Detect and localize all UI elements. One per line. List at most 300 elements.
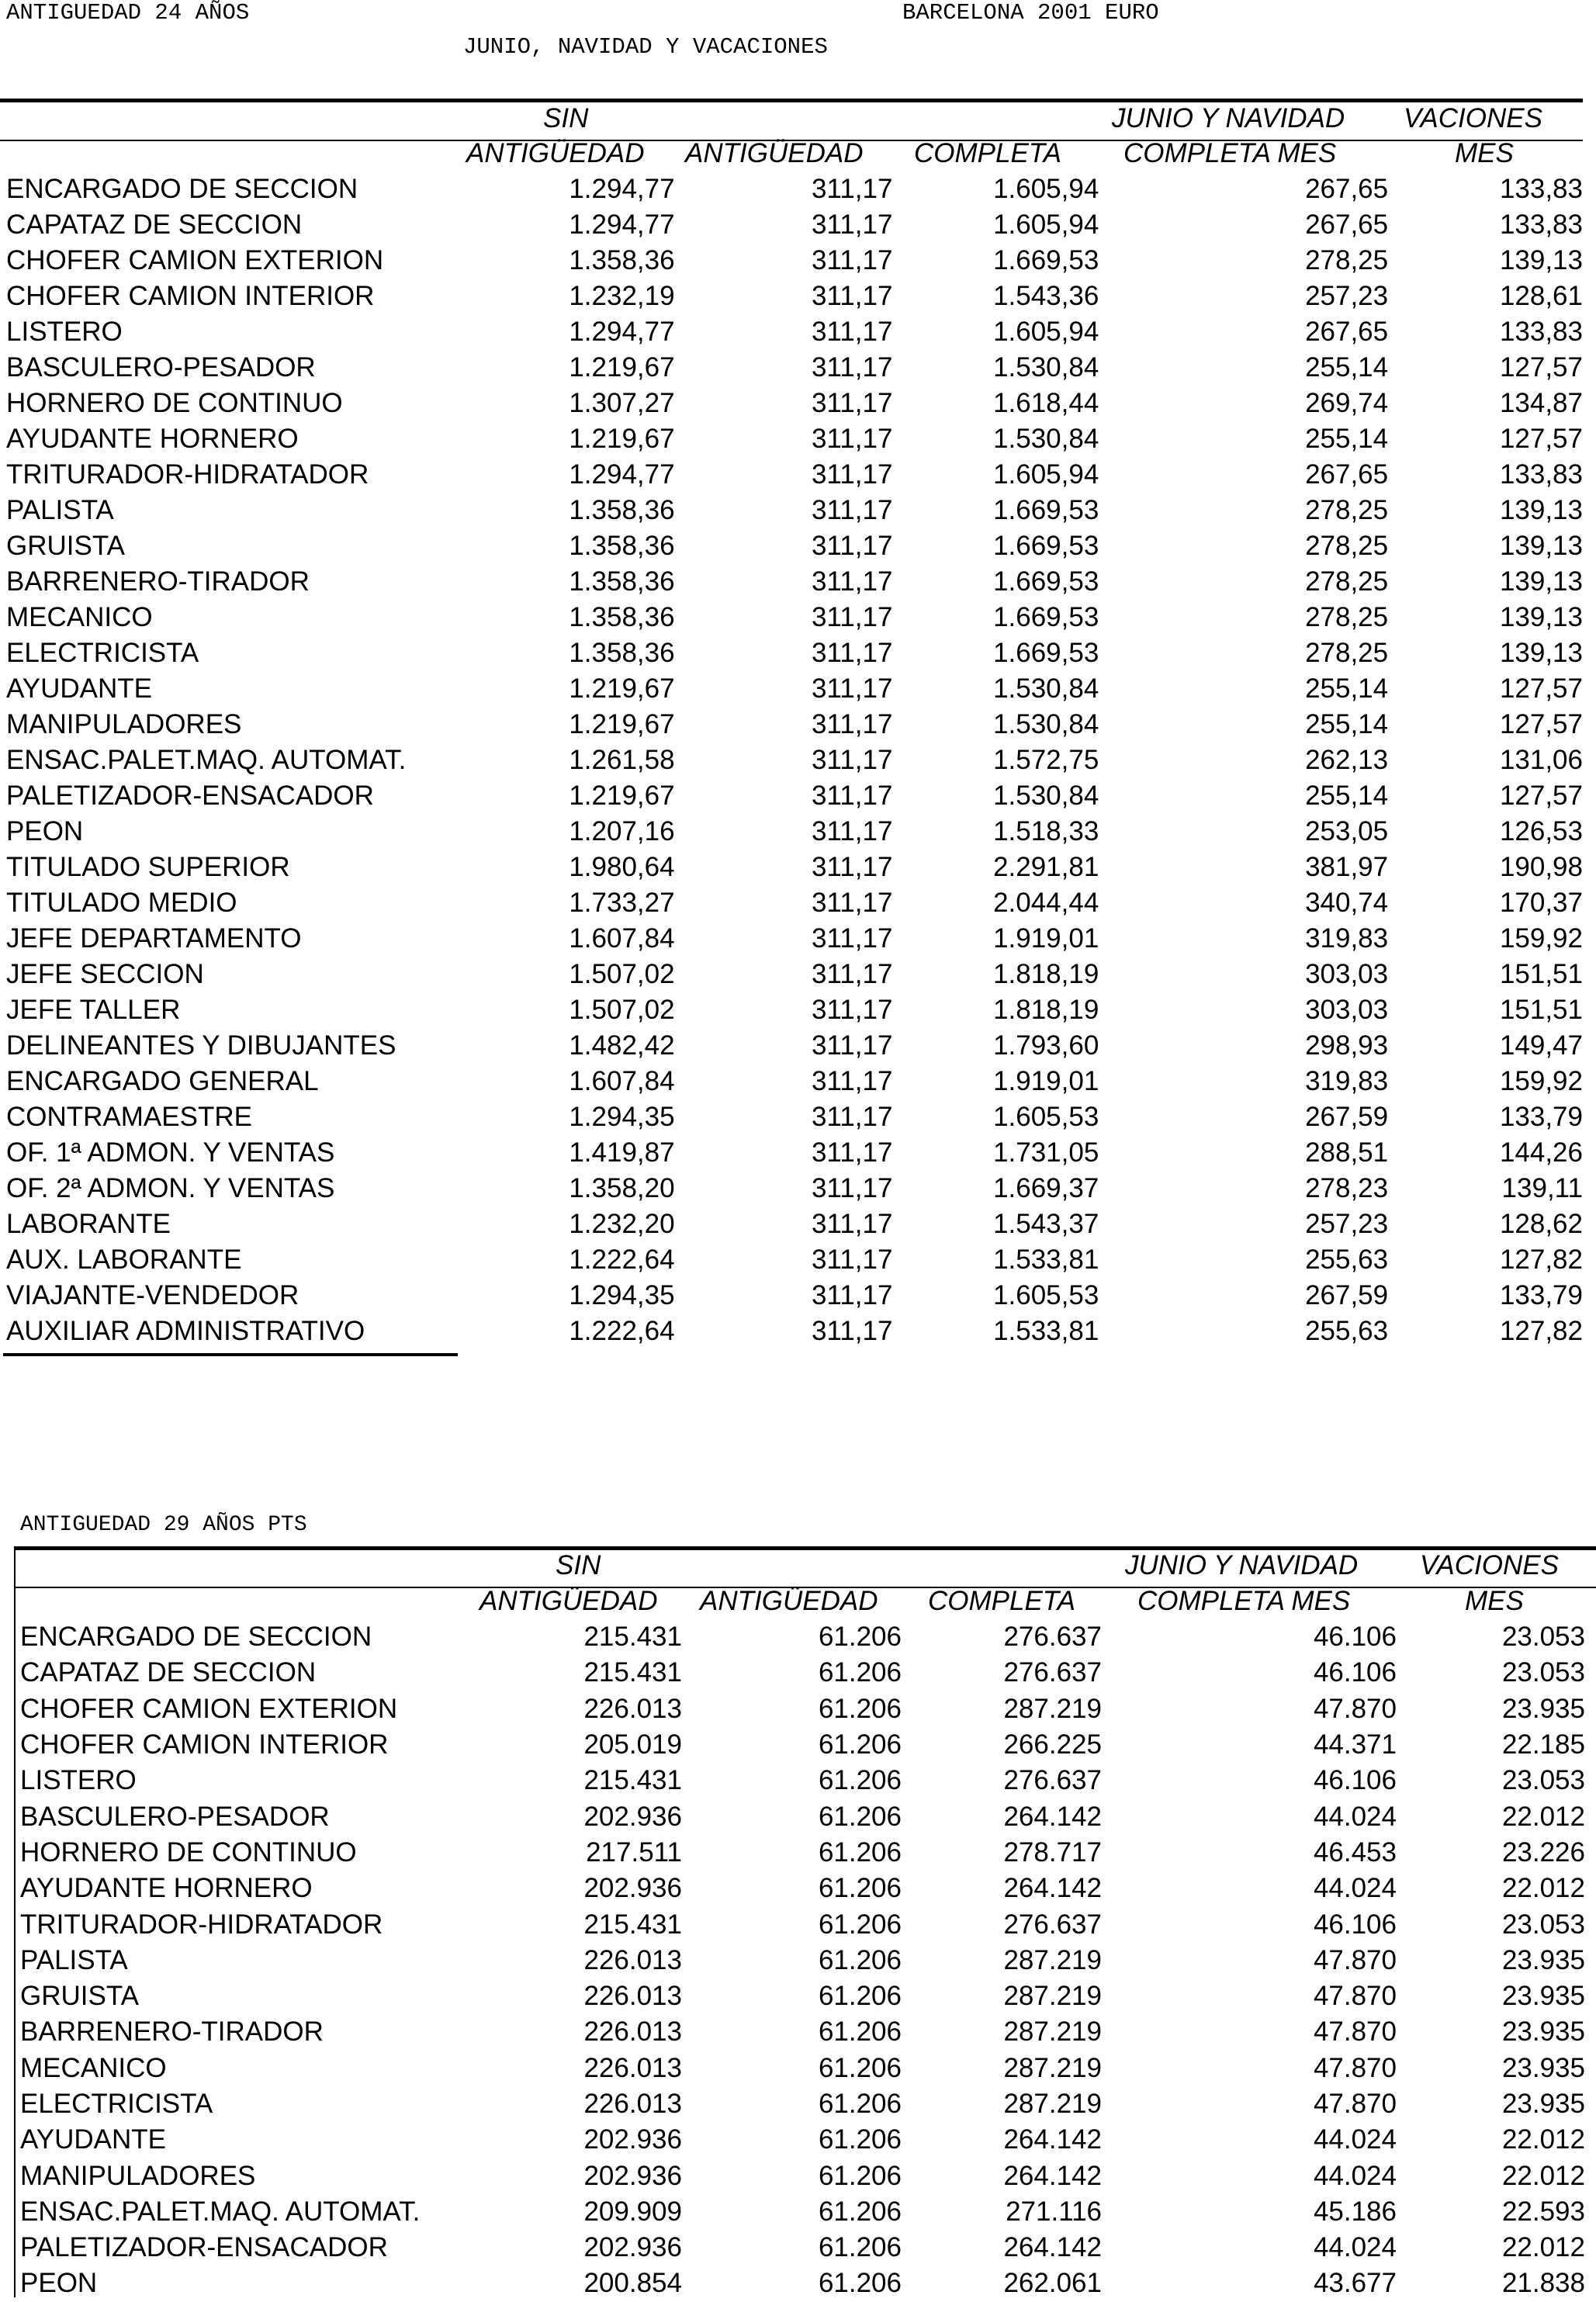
cell-vacaciones-mes: 22.012	[1501, 1801, 1585, 1832]
cell-completa: 1.518,33	[993, 816, 1099, 846]
cell-antiguedad: 311,17	[811, 1030, 893, 1061]
cell-completa: 264.142	[1003, 1801, 1102, 1832]
cell-vacaciones-mes: 23.935	[1501, 1944, 1585, 1975]
s1-head-completa: COMPLETA	[914, 138, 1061, 168]
cell-vacaciones-mes: 127,57	[1499, 424, 1583, 454]
cell-sin-antiguedad: 1.222,64	[569, 1244, 675, 1275]
cell-completa: 1.669,53	[993, 531, 1099, 561]
cell-vacaciones-mes: 127,57	[1499, 709, 1583, 739]
section1-underline	[3, 1353, 458, 1356]
cell-completa: 276.637	[1003, 1622, 1102, 1653]
s2-head-vaciones: VACIONES	[1420, 1550, 1559, 1580]
cell-antiguedad: 61.206	[818, 1873, 902, 1904]
cell-antiguedad: 311,17	[811, 1244, 893, 1275]
cell-vacaciones-mes: 133,79	[1499, 1102, 1583, 1132]
section1-header-right: BARCELONA 2001 EURO	[902, 0, 1159, 26]
table-row	[0, 635, 1583, 671]
cell-vacaciones-mes: 23.935	[1501, 1981, 1585, 2012]
table-row	[0, 528, 1583, 564]
row-label: AYUDANTE	[20, 2124, 166, 2155]
cell-sin-antiguedad: 215.431	[583, 1657, 682, 1688]
cell-antiguedad: 311,17	[811, 888, 893, 918]
cell-antiguedad: 61.206	[818, 1729, 902, 1760]
cell-sin-antiguedad: 1.219,67	[569, 781, 675, 811]
row-label: MANIPULADORES	[20, 2160, 256, 2191]
row-label: JEFE TALLER	[6, 995, 181, 1025]
row-label: PEON	[20, 2268, 98, 2299]
row-label: TRITURADOR-HIDRATADOR	[6, 459, 369, 490]
cell-completa: 1.669,53	[993, 495, 1099, 525]
cell-junio-navidad-mes: 46.106	[1313, 1765, 1397, 1796]
cell-vacaciones-mes: 134,87	[1499, 388, 1583, 418]
cell-sin-antiguedad: 215.431	[583, 1765, 682, 1796]
cell-vacaciones-mes: 133,83	[1499, 317, 1583, 347]
cell-junio-navidad-mes: 319,83	[1305, 923, 1389, 954]
cell-sin-antiguedad: 1.482,42	[569, 1030, 675, 1061]
cell-completa: 1.605,53	[993, 1280, 1099, 1310]
cell-vacaciones-mes: 128,62	[1499, 1209, 1583, 1239]
cell-completa: 262.061	[1003, 2268, 1102, 2299]
cell-vacaciones-mes: 22.012	[1501, 2124, 1585, 2155]
cell-completa: 287.219	[1003, 1693, 1102, 1724]
cell-junio-navidad-mes: 257,23	[1305, 281, 1389, 311]
cell-junio-navidad-mes: 253,05	[1305, 816, 1389, 846]
row-label: BASCULERO-PESADOR	[20, 1801, 330, 1832]
cell-completa: 1.533,81	[993, 1244, 1099, 1275]
cell-sin-antiguedad: 1.294,35	[569, 1102, 675, 1132]
cell-completa: 287.219	[1003, 2089, 1102, 2119]
cell-completa: 1.793,60	[993, 1030, 1099, 1061]
cell-vacaciones-mes: 139,13	[1499, 531, 1583, 561]
cell-antiguedad: 311,17	[811, 174, 893, 204]
cell-antiguedad: 311,17	[811, 816, 893, 846]
cell-sin-antiguedad: 202.936	[583, 1873, 682, 1904]
cell-junio-navidad-mes: 267,59	[1305, 1102, 1389, 1132]
cell-vacaciones-mes: 128,61	[1499, 281, 1583, 311]
row-label: TITULADO SUPERIOR	[6, 852, 290, 882]
table-row	[0, 279, 1583, 314]
cell-completa: 287.219	[1003, 1981, 1102, 2012]
cell-antiguedad: 311,17	[811, 1066, 893, 1096]
cell-junio-navidad-mes: 278,25	[1305, 602, 1389, 632]
s1-head-junio-navidad: JUNIO Y NAVIDAD	[1112, 103, 1345, 133]
cell-junio-navidad-mes: 278,25	[1305, 245, 1389, 275]
cell-sin-antiguedad: 205.019	[583, 1729, 682, 1760]
row-label: HORNERO DE CONTINUO	[20, 1836, 357, 1868]
cell-completa: 266.225	[1003, 1729, 1102, 1760]
table-row	[0, 350, 1583, 386]
cell-vacaciones-mes: 139,13	[1499, 602, 1583, 632]
cell-sin-antiguedad: 1.358,36	[569, 245, 675, 275]
row-label: TITULADO MEDIO	[6, 888, 237, 918]
cell-vacaciones-mes: 23.226	[1501, 1836, 1585, 1868]
cell-vacaciones-mes: 127,57	[1499, 352, 1583, 383]
cell-junio-navidad-mes: 46.106	[1313, 1622, 1397, 1653]
table-row	[0, 1028, 1583, 1064]
table-row	[0, 600, 1583, 635]
table-row	[0, 957, 1583, 992]
cell-vacaciones-mes: 159,92	[1499, 923, 1583, 954]
table-row	[0, 1171, 1583, 1206]
table-row	[0, 1978, 1596, 2014]
cell-junio-navidad-mes: 267,65	[1305, 174, 1389, 204]
cell-sin-antiguedad: 1.219,67	[569, 709, 675, 739]
cell-completa: 1.669,53	[993, 566, 1099, 597]
cell-antiguedad: 61.206	[818, 2232, 902, 2263]
cell-junio-navidad-mes: 278,25	[1305, 531, 1389, 561]
table-row	[0, 493, 1583, 528]
table-row	[0, 1727, 1596, 1763]
cell-junio-navidad-mes: 44.024	[1313, 1873, 1397, 1904]
table-row	[0, 2014, 1596, 2050]
s2-head-antiguedad: ANTIGÜEDAD	[700, 1586, 878, 1616]
cell-completa: 1.605,94	[993, 459, 1099, 490]
s2-head-completa-mes: COMPLETA MES	[1137, 1586, 1351, 1616]
row-label: CHOFER CAMION INTERIOR	[6, 281, 375, 311]
cell-sin-antiguedad: 226.013	[583, 1981, 682, 2012]
cell-vacaciones-mes: 23.935	[1501, 2052, 1585, 2083]
cell-junio-navidad-mes: 278,25	[1305, 495, 1389, 525]
row-label: CONTRAMAESTRE	[6, 1102, 252, 1132]
cell-sin-antiguedad: 1.232,19	[569, 281, 675, 311]
row-label: TRITURADOR-HIDRATADOR	[20, 1909, 383, 1940]
cell-vacaciones-mes: 149,47	[1499, 1030, 1583, 1061]
table-row	[0, 778, 1583, 814]
cell-completa: 287.219	[1003, 2016, 1102, 2048]
cell-junio-navidad-mes: 47.870	[1313, 1981, 1397, 2012]
cell-vacaciones-mes: 133,83	[1499, 209, 1583, 240]
row-label: CHOFER CAMION INTERIOR	[20, 1729, 389, 1760]
cell-antiguedad: 61.206	[818, 2160, 902, 2191]
cell-antiguedad: 311,17	[811, 745, 893, 775]
row-label: AUX. LABORANTE	[6, 1244, 242, 1275]
cell-antiguedad: 61.206	[818, 1836, 902, 1868]
row-label: CAPATAZ DE SECCION	[6, 209, 303, 240]
cell-vacaciones-mes: 22.012	[1501, 2160, 1585, 2191]
cell-antiguedad: 311,17	[811, 1280, 893, 1310]
table-row	[0, 1906, 1596, 1942]
cell-junio-navidad-mes: 267,65	[1305, 317, 1389, 347]
s1-head-vaciones: VACIONES	[1404, 103, 1542, 133]
cell-sin-antiguedad: 202.936	[583, 2160, 682, 2191]
cell-sin-antiguedad: 200.854	[583, 2268, 682, 2299]
row-label: CHOFER CAMION EXTERION	[6, 245, 384, 275]
row-label: ENCARGADO DE SECCION	[20, 1622, 372, 1653]
cell-junio-navidad-mes: 46.106	[1313, 1909, 1397, 1940]
cell-junio-navidad-mes: 319,83	[1305, 1066, 1389, 1096]
row-label: AUXILIAR ADMINISTRATIVO	[6, 1316, 365, 1346]
row-label: ENCARGADO DE SECCION	[6, 174, 358, 204]
table-row	[0, 421, 1583, 457]
table-row	[0, 2266, 1596, 2301]
cell-vacaciones-mes: 127,82	[1499, 1316, 1583, 1346]
cell-vacaciones-mes: 127,57	[1499, 781, 1583, 811]
table-row	[0, 1943, 1596, 1978]
cell-completa: 1.919,01	[993, 1066, 1099, 1096]
cell-completa: 1.533,81	[993, 1316, 1099, 1346]
cell-vacaciones-mes: 133,83	[1499, 174, 1583, 204]
row-label: GRUISTA	[20, 1981, 139, 2012]
cell-completa: 1.818,19	[993, 959, 1099, 989]
cell-junio-navidad-mes: 44.371	[1313, 1729, 1397, 1760]
s2-head-sin: SIN	[556, 1550, 601, 1580]
cell-junio-navidad-mes: 340,74	[1305, 888, 1389, 918]
section1-table-body	[0, 171, 1583, 1349]
table-row	[0, 1099, 1583, 1135]
s2-head-junio-navidad: JUNIO Y NAVIDAD	[1125, 1550, 1359, 1580]
cell-junio-navidad-mes: 257,23	[1305, 1209, 1389, 1239]
row-label: DELINEANTES Y DIBUJANTES	[6, 1030, 396, 1061]
cell-vacaciones-mes: 151,51	[1499, 995, 1583, 1025]
cell-antiguedad: 311,17	[811, 424, 893, 454]
cell-completa: 276.637	[1003, 1765, 1102, 1796]
cell-antiguedad: 311,17	[811, 781, 893, 811]
cell-antiguedad: 311,17	[811, 317, 893, 347]
table-row	[0, 457, 1583, 493]
s1-head-sin: SIN	[543, 103, 589, 133]
table-row	[0, 564, 1583, 600]
cell-vacaciones-mes: 151,51	[1499, 959, 1583, 989]
section2-top-rule	[14, 1546, 1596, 1550]
cell-junio-navidad-mes: 47.870	[1313, 2016, 1397, 2048]
cell-vacaciones-mes: 23.935	[1501, 2089, 1585, 2119]
table-row	[0, 314, 1583, 350]
row-label: LABORANTE	[6, 1209, 171, 1239]
cell-vacaciones-mes: 23.053	[1501, 1657, 1585, 1688]
cell-antiguedad: 311,17	[811, 1137, 893, 1168]
cell-sin-antiguedad: 226.013	[583, 1944, 682, 1975]
cell-vacaciones-mes: 21.838	[1501, 2268, 1585, 2299]
cell-antiguedad: 311,17	[811, 995, 893, 1025]
cell-sin-antiguedad: 1.358,36	[569, 531, 675, 561]
cell-junio-navidad-mes: 267,65	[1305, 459, 1389, 490]
table-row	[0, 2194, 1596, 2230]
row-label: AYUDANTE HORNERO	[20, 1873, 313, 1904]
row-label: LISTERO	[6, 317, 123, 347]
cell-sin-antiguedad: 215.431	[583, 1622, 682, 1653]
cell-completa: 1.530,84	[993, 709, 1099, 739]
cell-antiguedad: 61.206	[818, 1944, 902, 1975]
cell-vacaciones-mes: 22.185	[1501, 1729, 1585, 1760]
s1-head-completa-mes: COMPLETA MES	[1123, 138, 1337, 168]
cell-antiguedad: 61.206	[818, 1909, 902, 1940]
row-label: MECANICO	[6, 602, 153, 632]
cell-junio-navidad-mes: 303,03	[1305, 959, 1389, 989]
cell-sin-antiguedad: 1.507,02	[569, 995, 675, 1025]
cell-junio-navidad-mes: 44.024	[1313, 2232, 1397, 2263]
cell-junio-navidad-mes: 381,97	[1305, 852, 1389, 882]
table-row	[0, 2051, 1596, 2086]
cell-sin-antiguedad: 226.013	[583, 2089, 682, 2119]
cell-sin-antiguedad: 226.013	[583, 2052, 682, 2083]
cell-completa: 276.637	[1003, 1657, 1102, 1688]
table-row	[0, 1278, 1583, 1314]
cell-antiguedad: 311,17	[811, 1316, 893, 1346]
table-row	[0, 1655, 1596, 1691]
cell-antiguedad: 311,17	[811, 1102, 893, 1132]
cell-vacaciones-mes: 133,79	[1499, 1280, 1583, 1310]
table-row	[0, 1871, 1596, 1906]
cell-junio-navidad-mes: 45.186	[1313, 2196, 1397, 2227]
cell-junio-navidad-mes: 255,14	[1305, 352, 1389, 383]
cell-completa: 287.219	[1003, 2052, 1102, 2083]
cell-sin-antiguedad: 1.419,87	[569, 1137, 675, 1168]
cell-sin-antiguedad: 1.207,16	[569, 816, 675, 846]
table-row	[0, 1242, 1583, 1278]
cell-vacaciones-mes: 131,06	[1499, 745, 1583, 775]
row-label: GRUISTA	[6, 531, 125, 561]
cell-vacaciones-mes: 139,13	[1499, 638, 1583, 668]
cell-vacaciones-mes: 159,92	[1499, 1066, 1583, 1096]
cell-antiguedad: 311,17	[811, 1209, 893, 1239]
cell-antiguedad: 311,17	[811, 531, 893, 561]
cell-sin-antiguedad: 1.294,77	[569, 209, 675, 240]
cell-junio-navidad-mes: 47.870	[1313, 2052, 1397, 2083]
s1-head-sin-antiguedad: ANTIGÜEDAD	[466, 138, 645, 168]
cell-sin-antiguedad: 215.431	[583, 1909, 682, 1940]
cell-junio-navidad-mes: 298,93	[1305, 1030, 1389, 1061]
cell-completa: 1.919,01	[993, 923, 1099, 954]
cell-vacaciones-mes: 139,11	[1501, 1173, 1583, 1203]
cell-antiguedad: 311,17	[811, 602, 893, 632]
cell-sin-antiguedad: 1.307,27	[569, 388, 675, 418]
table-row	[0, 707, 1583, 743]
cell-antiguedad: 311,17	[811, 388, 893, 418]
cell-completa: 2.044,44	[993, 888, 1099, 918]
cell-antiguedad: 61.206	[818, 2196, 902, 2227]
cell-junio-navidad-mes: 278,25	[1305, 566, 1389, 597]
cell-antiguedad: 311,17	[811, 1173, 893, 1203]
cell-antiguedad: 61.206	[818, 2124, 902, 2155]
cell-antiguedad: 311,17	[811, 281, 893, 311]
table-row	[0, 243, 1583, 279]
table-row	[0, 850, 1583, 885]
cell-sin-antiguedad: 1.358,20	[569, 1173, 675, 1203]
cell-junio-navidad-mes: 267,65	[1305, 209, 1389, 240]
cell-completa: 1.818,19	[993, 995, 1099, 1025]
cell-completa: 1.543,37	[993, 1209, 1099, 1239]
cell-antiguedad: 61.206	[818, 1801, 902, 1832]
s2-head-completa: COMPLETA	[928, 1586, 1075, 1616]
row-label: CHOFER CAMION EXTERION	[20, 1693, 398, 1724]
row-label: PALISTA	[20, 1944, 128, 1975]
cell-vacaciones-mes: 23.935	[1501, 1693, 1585, 1724]
cell-junio-navidad-mes: 44.024	[1313, 1801, 1397, 1832]
table-row	[0, 207, 1583, 243]
cell-junio-navidad-mes: 255,14	[1305, 781, 1389, 811]
cell-vacaciones-mes: 126,53	[1499, 816, 1583, 846]
cell-sin-antiguedad: 1.980,64	[569, 852, 675, 882]
cell-antiguedad: 61.206	[818, 1981, 902, 2012]
row-label: JEFE SECCION	[6, 959, 204, 989]
table-row	[0, 1798, 1596, 1834]
cell-completa: 264.142	[1003, 1873, 1102, 1904]
cell-antiguedad: 311,17	[811, 852, 893, 882]
cell-junio-navidad-mes: 255,14	[1305, 673, 1389, 704]
cell-sin-antiguedad: 1.607,84	[569, 1066, 675, 1096]
cell-completa: 1.618,44	[993, 388, 1099, 418]
row-label: ENSAC.PALET.MAQ. AUTOMAT.	[20, 2196, 421, 2227]
cell-antiguedad: 61.206	[818, 2089, 902, 2119]
cell-sin-antiguedad: 1.507,02	[569, 959, 675, 989]
cell-vacaciones-mes: 23.053	[1501, 1622, 1585, 1653]
row-label: MANIPULADORES	[6, 709, 242, 739]
section1-subtitle: JUNIO, NAVIDAD Y VACACIONES	[463, 34, 828, 60]
cell-vacaciones-mes: 139,13	[1499, 245, 1583, 275]
table-row	[0, 921, 1583, 957]
cell-completa: 1.731,05	[993, 1137, 1099, 1168]
cell-antiguedad: 311,17	[811, 495, 893, 525]
cell-sin-antiguedad: 226.013	[583, 2016, 682, 2048]
cell-completa: 276.637	[1003, 1909, 1102, 1940]
cell-sin-antiguedad: 1.294,77	[569, 459, 675, 490]
section1-top-rule	[0, 99, 1583, 102]
table-row	[0, 1835, 1596, 1871]
cell-junio-navidad-mes: 262,13	[1305, 745, 1389, 775]
cell-completa: 278.717	[1003, 1836, 1102, 1868]
table-row	[0, 992, 1583, 1028]
cell-completa: 264.142	[1003, 2124, 1102, 2155]
s1-head-mes: MES	[1455, 138, 1514, 168]
table-row	[0, 743, 1583, 778]
cell-junio-navidad-mes: 267,59	[1305, 1280, 1389, 1310]
cell-junio-navidad-mes: 269,74	[1305, 388, 1389, 418]
cell-junio-navidad-mes: 47.870	[1313, 1944, 1397, 1975]
s2-head-mes: MES	[1465, 1586, 1524, 1616]
cell-completa: 1.530,84	[993, 424, 1099, 454]
cell-sin-antiguedad: 1.219,67	[569, 352, 675, 383]
cell-completa: 1.605,53	[993, 1102, 1099, 1132]
cell-completa: 1.669,53	[993, 638, 1099, 668]
cell-junio-navidad-mes: 303,03	[1305, 995, 1389, 1025]
cell-junio-navidad-mes: 255,63	[1305, 1316, 1389, 1346]
cell-sin-antiguedad: 1.607,84	[569, 923, 675, 954]
cell-antiguedad: 311,17	[811, 638, 893, 668]
cell-antiguedad: 311,17	[811, 709, 893, 739]
table-row	[0, 2158, 1596, 2193]
row-label: ENSAC.PALET.MAQ. AUTOMAT.	[6, 745, 407, 775]
cell-vacaciones-mes: 133,83	[1499, 459, 1583, 490]
row-label: OF. 2ª ADMON. Y VENTAS	[6, 1173, 335, 1203]
s2-head-sin-antiguedad: ANTIGÜEDAD	[479, 1586, 658, 1616]
cell-junio-navidad-mes: 44.024	[1313, 2124, 1397, 2155]
cell-junio-navidad-mes: 278,23	[1305, 1173, 1389, 1203]
cell-completa: 1.530,84	[993, 673, 1099, 704]
table-row	[0, 1763, 1596, 1798]
cell-vacaciones-mes: 23.053	[1501, 1909, 1585, 1940]
cell-sin-antiguedad: 1.358,36	[569, 566, 675, 597]
section1-header-left: ANTIGUEDAD 24 AÑOS	[6, 0, 250, 26]
cell-vacaciones-mes: 139,13	[1499, 495, 1583, 525]
cell-antiguedad: 61.206	[818, 1693, 902, 1724]
cell-completa: 2.291,81	[993, 852, 1099, 882]
table-row	[0, 885, 1583, 921]
row-label: BARRENERO-TIRADOR	[6, 566, 310, 597]
cell-vacaciones-mes: 23.935	[1501, 2016, 1585, 2048]
row-label: ELECTRICISTA	[20, 2089, 213, 2119]
cell-junio-navidad-mes: 47.870	[1313, 2089, 1397, 2119]
cell-completa: 271.116	[1006, 2196, 1102, 2227]
cell-antiguedad: 61.206	[818, 2016, 902, 2048]
cell-completa: 1.605,94	[993, 209, 1099, 240]
cell-antiguedad: 311,17	[811, 566, 893, 597]
cell-antiguedad: 311,17	[811, 923, 893, 954]
s1-head-antiguedad: ANTIGÜEDAD	[685, 138, 864, 168]
row-label: BARRENERO-TIRADOR	[20, 2016, 324, 2048]
cell-completa: 264.142	[1003, 2232, 1102, 2263]
table-row	[0, 171, 1583, 207]
cell-sin-antiguedad: 202.936	[583, 1801, 682, 1832]
